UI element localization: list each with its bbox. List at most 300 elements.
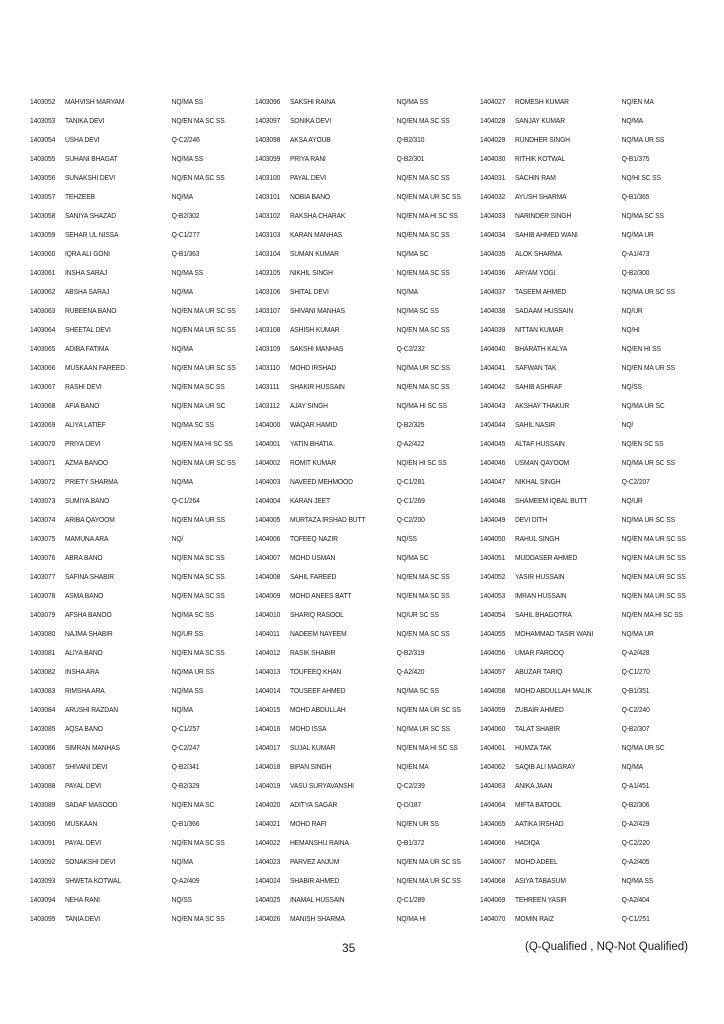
result-status: NQ/UR <box>621 496 643 505</box>
result-status: Q-B1/363 <box>171 249 200 258</box>
roll-number: 1403081 <box>30 648 56 657</box>
result-status: NQ/EN MA UR SC SS <box>171 306 236 315</box>
candidate-name: KARAN MANHAS <box>289 230 343 239</box>
result-status: NQ/EN MA SC SS <box>396 173 450 182</box>
candidate-name: MIFTA BATOOL <box>514 800 562 809</box>
roll-number: 1404048 <box>480 496 506 505</box>
candidate-name: PRIETY SHARMA <box>64 477 118 486</box>
result-row <box>255 339 463 358</box>
candidate-name: NAVEED MEHMOOD <box>289 477 353 486</box>
roll-number: 1403082 <box>30 667 56 676</box>
candidate-name: SHAMEEM IQBAL BUTT <box>514 496 588 505</box>
roll-number: 1404051 <box>480 553 506 562</box>
candidate-name: WAQAR HAMID <box>289 420 338 429</box>
candidate-name: TEHREEN YASIR <box>514 895 567 904</box>
result-row <box>255 472 463 491</box>
result-status: NQ/EN MA UR SC SS <box>396 857 461 866</box>
result-row <box>30 624 238 643</box>
result-status: Q-B1/366 <box>171 819 200 828</box>
roll-number: 1404066 <box>480 838 506 847</box>
candidate-name: SUJAL KUMAR <box>289 743 336 752</box>
result-row <box>30 852 238 871</box>
roll-number: 1403062 <box>30 287 56 296</box>
result-status: NQ/EN MA SC SS <box>396 230 450 239</box>
result-status: NQ/MA UR SC SS <box>396 724 450 733</box>
candidate-name: UMAR FAROOQ <box>514 648 564 657</box>
roll-number: 1403074 <box>30 515 56 524</box>
result-status: NQ/EN MA HI SC SS <box>396 743 458 752</box>
roll-number: 1403065 <box>30 344 56 353</box>
candidate-name: TOUSEEF AHMED <box>289 686 346 695</box>
candidate-name: ALOK SHARMA <box>514 249 562 258</box>
result-row <box>30 149 238 168</box>
candidate-name: AJAY SINGH <box>289 401 328 410</box>
candidate-name: TOFEEQ NAZIR <box>289 534 338 543</box>
result-row <box>30 111 238 130</box>
roll-number: 1403064 <box>30 325 56 334</box>
roll-number: 1403060 <box>30 249 56 258</box>
roll-number: 1404029 <box>480 135 506 144</box>
roll-number: 1404067 <box>480 857 506 866</box>
result-status: Q-C2/207 <box>621 477 650 486</box>
candidate-name: MAMUNA ARA <box>64 534 109 543</box>
candidate-name: MURTAZA IRSHAD BUTT <box>289 515 366 524</box>
result-row <box>30 206 238 225</box>
candidate-name: SAHIL FAREED <box>289 572 337 581</box>
result-row <box>30 339 238 358</box>
candidate-name: ASIYA TABASUM <box>514 876 566 885</box>
result-status: NQ/MA SC SS <box>171 610 214 619</box>
roll-number: 1403103 <box>255 230 281 239</box>
result-status: NQ/EN MA HI SC SS <box>621 610 683 619</box>
roll-number: 1404019 <box>255 781 281 790</box>
result-row <box>255 795 463 814</box>
result-row <box>255 130 463 149</box>
candidate-name: IQRA ALI GONI <box>64 249 110 258</box>
result-status: Q-C2/247 <box>171 743 200 752</box>
result-status: NQ/EN MA SC SS <box>171 914 225 923</box>
result-status: NQ/EN MA UR SC SS <box>396 876 461 885</box>
roll-number: 1404034 <box>480 230 506 239</box>
result-status: NQ/MA SC SS <box>396 686 439 695</box>
result-status: NQ/MA UR SC SS <box>621 287 675 296</box>
candidate-name: NIKHIL SINGH <box>289 268 333 277</box>
result-row <box>30 225 238 244</box>
result-status: NQ/MA SC SS <box>171 420 214 429</box>
candidate-name: RUBEENA BANO <box>64 306 117 315</box>
roll-number: 1404055 <box>480 629 506 638</box>
result-row <box>30 776 238 795</box>
result-row <box>480 111 688 130</box>
result-status: NQ/EN MA SC SS <box>396 116 450 125</box>
result-status: Q-B2/310 <box>396 135 425 144</box>
candidate-name: AFSHA BANOO <box>64 610 112 619</box>
result-status: NQ/ <box>621 420 634 429</box>
result-status: Q-C1/281 <box>396 477 425 486</box>
roll-number: 1403097 <box>255 116 281 125</box>
result-status: NQ/ <box>171 534 184 543</box>
result-row <box>255 605 463 624</box>
result-status: Q-C2/239 <box>396 781 425 790</box>
candidate-name: SADAF MASOOD <box>64 800 118 809</box>
candidate-name: USHA DEVI <box>64 135 100 144</box>
result-status: NQ/MA SC <box>396 249 429 258</box>
candidate-name: PRIYA RANI <box>289 154 326 163</box>
result-row <box>480 301 688 320</box>
result-status: NQ/EN MA SC SS <box>171 572 225 581</box>
candidate-name: AKSHAY THAKUR <box>514 401 570 410</box>
result-status: NQ/EN MA UR SC SS <box>171 325 236 334</box>
result-status: NQ/EN MA SC SS <box>396 591 450 600</box>
roll-number: 1403090 <box>30 819 56 828</box>
result-column-1 <box>30 92 256 928</box>
result-row <box>30 605 238 624</box>
result-row <box>255 263 463 282</box>
roll-number: 1403072 <box>30 477 56 486</box>
roll-number: 1403058 <box>30 211 56 220</box>
result-row <box>480 130 688 149</box>
result-status: NQ/MA UR SS <box>621 135 665 144</box>
result-row <box>30 795 238 814</box>
roll-number: 1404060 <box>480 724 506 733</box>
roll-number: 1403077 <box>30 572 56 581</box>
candidate-name: SANIYA SHAZAD <box>64 211 117 220</box>
result-status: Q-C2/232 <box>396 344 425 353</box>
result-status: Q-B2/319 <box>396 648 425 657</box>
candidate-name: SHITAL DEVI <box>289 287 329 296</box>
roll-number: 1404020 <box>255 800 281 809</box>
result-row <box>255 244 463 263</box>
result-row <box>30 700 238 719</box>
result-row <box>30 548 238 567</box>
roll-number: 1403111 <box>255 382 280 391</box>
result-status: NQ/EN MA <box>396 762 429 771</box>
result-row <box>480 149 688 168</box>
candidate-name: SACHIN RAM <box>514 173 556 182</box>
result-status: Q-C1/257 <box>171 724 200 733</box>
result-status: NQ/MA SC <box>396 553 429 562</box>
candidate-name: VASU SURYAVANSHI <box>289 781 354 790</box>
result-row <box>480 168 688 187</box>
result-row <box>480 757 688 776</box>
roll-number: 1403059 <box>30 230 56 239</box>
result-row <box>255 396 463 415</box>
roll-number: 1404063 <box>480 781 506 790</box>
roll-number: 1404017 <box>255 743 281 752</box>
candidate-name: SADAAM HUSSAIN <box>514 306 574 315</box>
result-status: NQ/MA SS <box>171 97 204 106</box>
result-status: NQ/SS <box>171 895 192 904</box>
result-status: Q-B1/375 <box>621 154 650 163</box>
result-row <box>30 909 238 928</box>
result-status: NQ/MA <box>171 477 193 486</box>
roll-number: 1403084 <box>30 705 56 714</box>
roll-number: 1404026 <box>255 914 281 923</box>
result-row <box>30 282 238 301</box>
roll-number: 1403101 <box>255 192 281 201</box>
roll-number: 1404047 <box>480 477 506 486</box>
candidate-name: SAFWAN TAK <box>514 363 557 372</box>
page-number: 35 <box>342 941 356 955</box>
roll-number: 1404044 <box>480 420 506 429</box>
result-status: NQ/EN MA SC SS <box>171 648 225 657</box>
roll-number: 1404027 <box>480 97 506 106</box>
candidate-name: RIMSHA ARA <box>64 686 105 695</box>
roll-number: 1403109 <box>255 344 281 353</box>
result-status: Q-C1/289 <box>396 895 425 904</box>
result-row <box>480 548 688 567</box>
candidate-name: AKSA AYOUB <box>289 135 331 144</box>
result-status: Q-C2/240 <box>621 705 650 714</box>
roll-number: 1404054 <box>480 610 506 619</box>
result-status: NQ/EN MA SC SS <box>171 116 225 125</box>
candidate-name: MAHVISH MARYAM <box>64 97 125 106</box>
result-status: Q-A2/405 <box>621 857 650 866</box>
candidate-name: SONIKA DEVI <box>289 116 331 125</box>
result-row <box>480 624 688 643</box>
candidate-name: ALTAF HUSSAIN <box>514 439 565 448</box>
roll-number: 1403073 <box>30 496 56 505</box>
result-status: NQ/UR <box>621 306 643 315</box>
roll-number: 1403100 <box>255 173 281 182</box>
result-row <box>255 852 463 871</box>
roll-number: 1404064 <box>480 800 506 809</box>
result-status: NQ/EN MA SC <box>171 800 215 809</box>
roll-number: 1403096 <box>255 97 281 106</box>
result-row <box>480 434 688 453</box>
roll-number: 1404049 <box>480 515 506 524</box>
result-row <box>30 244 238 263</box>
result-status: NQ/EN MA <box>621 97 654 106</box>
result-status: NQ/MA <box>171 857 193 866</box>
candidate-name: RAHUL SINGH <box>514 534 560 543</box>
result-status: NQ/MA UR <box>621 629 654 638</box>
result-status: Q-A2/420 <box>396 667 425 676</box>
roll-number: 1404043 <box>480 401 506 410</box>
candidate-name: SUHANI BHAGAT <box>64 154 118 163</box>
result-status: NQ/UR SS <box>171 629 204 638</box>
candidate-name: SAHIL BHAGOTRA <box>514 610 572 619</box>
result-status: NQ/EN SC SS <box>621 439 664 448</box>
result-row <box>480 244 688 263</box>
candidate-name: MOMIN RAIZ <box>514 914 554 923</box>
candidate-name: NADEEM NAYEEM <box>289 629 347 638</box>
result-row <box>480 719 688 738</box>
result-row <box>255 681 463 700</box>
result-row <box>480 320 688 339</box>
roll-number: 1404004 <box>255 496 281 505</box>
roll-number: 1404070 <box>480 914 506 923</box>
result-status: NQ/EN MA UR SC SS <box>171 458 236 467</box>
result-status: NQ/MA <box>396 287 418 296</box>
candidate-name: ARUSHI RAZDAN <box>64 705 119 714</box>
result-status: Q-C1/251 <box>621 914 650 923</box>
candidate-name: SEHAR UL NISSA <box>64 230 119 239</box>
roll-number: 1403071 <box>30 458 56 467</box>
result-status: Q-C1/269 <box>396 496 425 505</box>
candidate-name: SAQIB ALI MAGRAY <box>514 762 576 771</box>
result-status: Q-A2/422 <box>396 439 425 448</box>
result-row <box>30 738 238 757</box>
candidate-name: USMAN QAYOOM <box>514 458 570 467</box>
roll-number: 1404068 <box>480 876 506 885</box>
result-status: NQ/MA UR SC <box>621 401 665 410</box>
candidate-name: NARINDER SINGH <box>514 211 572 220</box>
result-status: NQ/MA <box>171 344 193 353</box>
result-status: Q-B2/307 <box>621 724 650 733</box>
candidate-name: SHABIR AHMED <box>289 876 340 885</box>
roll-number: 1404039 <box>480 325 506 334</box>
result-row <box>30 662 238 681</box>
result-row <box>30 871 238 890</box>
result-row <box>30 396 238 415</box>
candidate-name: KARAN JEET <box>289 496 330 505</box>
candidate-name: DEVI DITH <box>514 515 547 524</box>
result-status: NQ/MA UR SC SS <box>621 458 675 467</box>
result-row <box>480 814 688 833</box>
result-row <box>480 909 688 928</box>
roll-number: 1404065 <box>480 819 506 828</box>
result-row <box>30 719 238 738</box>
candidate-name: ANIKA JAAN <box>514 781 553 790</box>
roll-number: 1404013 <box>255 667 281 676</box>
result-row <box>255 567 463 586</box>
result-status: NQ/EN MA SC SS <box>171 173 225 182</box>
result-row <box>255 700 463 719</box>
candidate-name: RUNDHER SINGH <box>514 135 570 144</box>
candidate-name: ALIYA LATIEF <box>64 420 106 429</box>
roll-number: 1403076 <box>30 553 56 562</box>
candidate-name: SAKSHI MANHAS <box>289 344 344 353</box>
result-status: Q-B2/341 <box>171 762 200 771</box>
candidate-name: TANIA DEVI <box>64 914 101 923</box>
result-status: Q-B2/301 <box>396 154 425 163</box>
result-status: NQ/EN MA SC SS <box>396 629 450 638</box>
result-status: NQ/MA UR SC SS <box>621 515 675 524</box>
result-status: NQ/EN MA SC SS <box>171 553 225 562</box>
result-row <box>30 472 238 491</box>
roll-number: 1404050 <box>480 534 506 543</box>
roll-number: 1403104 <box>255 249 281 258</box>
candidate-name: MOHAMMAD TASIR WANI <box>514 629 594 638</box>
candidate-name: MUSKAAN FAREED <box>64 363 125 372</box>
result-row <box>480 225 688 244</box>
result-row <box>480 738 688 757</box>
candidate-name: SAHIL NASIR <box>514 420 555 429</box>
result-status: NQ/MA <box>171 192 193 201</box>
result-row <box>30 453 238 472</box>
candidate-name: MANISH SHARMA <box>289 914 345 923</box>
result-status: NQ/EN MA SC SS <box>396 268 450 277</box>
result-status: Q-B2/300 <box>621 268 650 277</box>
candidate-name: AFIA BANO <box>64 401 100 410</box>
result-row <box>480 282 688 301</box>
roll-number: 1403067 <box>30 382 56 391</box>
legend-footnote: (Q-Qualified , NQ-Not Qualified) <box>525 941 688 953</box>
roll-number: 1404023 <box>255 857 281 866</box>
result-status: NQ/MA <box>621 762 643 771</box>
candidate-name: PAYAL DEVI <box>64 781 102 790</box>
roll-number: 1404014 <box>255 686 281 695</box>
result-status: NQ/EN HI SS <box>621 344 661 353</box>
roll-number: 1404018 <box>255 762 281 771</box>
result-status: NQ/EN UR SS <box>396 819 439 828</box>
candidate-name: SHIVANI MANHAS <box>289 306 345 315</box>
roll-number: 1403056 <box>30 173 56 182</box>
candidate-name: RASHI DEVI <box>64 382 102 391</box>
roll-number: 1404059 <box>480 705 506 714</box>
result-status: Q-A2/428 <box>621 648 650 657</box>
candidate-name: SUMAN KUMAR <box>289 249 339 258</box>
result-status: NQ/MA <box>171 705 193 714</box>
roll-number: 1404000 <box>255 420 281 429</box>
result-status: NQ/MA UR <box>621 230 654 239</box>
result-status: NQ/MA SC SS <box>396 306 439 315</box>
result-status: Q-A2/429 <box>621 819 650 828</box>
result-status: NQ/EN MA SC SS <box>396 572 450 581</box>
roll-number: 1403083 <box>30 686 56 695</box>
candidate-name: MOHD ABDULLAH <box>289 705 346 714</box>
roll-number: 1404046 <box>480 458 506 467</box>
result-status: NQ/EN HI SC SS <box>396 458 447 467</box>
result-row <box>30 757 238 776</box>
roll-number: 1403069 <box>30 420 56 429</box>
candidate-name: INSHA ARA <box>64 667 100 676</box>
result-row <box>30 567 238 586</box>
result-status: Q-B2/329 <box>171 781 200 790</box>
roll-number: 1404037 <box>480 287 506 296</box>
roll-number: 1403093 <box>30 876 56 885</box>
result-status: NQ/EN MA UR SC SS <box>396 192 461 201</box>
result-status: NQ/EN MA HI SC SS <box>171 439 233 448</box>
candidate-name: YASIR HUSSAIN <box>514 572 565 581</box>
roll-number: 1403099 <box>255 154 281 163</box>
result-row <box>30 358 238 377</box>
candidate-name: HADIQA <box>514 838 540 847</box>
candidate-name: ABUZAR TARIQ <box>514 667 563 676</box>
roll-number: 1403078 <box>30 591 56 600</box>
candidate-name: SHWETA KOTWAL <box>64 876 121 885</box>
result-row <box>255 738 463 757</box>
candidate-name: MOHD USMAN <box>289 553 336 562</box>
result-status: NQ/MA HI <box>396 914 426 923</box>
roll-number: 1403063 <box>30 306 56 315</box>
candidate-name: TALAT SHABIR <box>514 724 560 733</box>
roll-number: 1404062 <box>480 762 506 771</box>
roll-number: 1403055 <box>30 154 56 163</box>
roll-number: 1404038 <box>480 306 506 315</box>
result-status: Q-C1/264 <box>171 496 200 505</box>
result-status: Q-C2/200 <box>396 515 425 524</box>
result-status: NQ/EN MA SC SS <box>396 325 450 334</box>
candidate-name: TANIKA DEVI <box>64 116 105 125</box>
result-row <box>480 776 688 795</box>
candidate-name: AZMA BANOO <box>64 458 108 467</box>
result-status: NQ/EN MA UR SC SS <box>621 572 686 581</box>
result-row <box>255 225 463 244</box>
candidate-name: MOHD IRSHAD <box>289 363 337 372</box>
roll-number: 1404033 <box>480 211 506 220</box>
roll-number: 1403092 <box>30 857 56 866</box>
roll-number: 1403098 <box>255 135 281 144</box>
roll-number: 1404069 <box>480 895 506 904</box>
result-row <box>30 890 238 909</box>
result-status: NQ/EN MA UR SS <box>171 515 225 524</box>
candidate-name: SAFINA SHABIR <box>64 572 114 581</box>
result-row <box>30 168 238 187</box>
result-row <box>255 548 463 567</box>
result-status: NQ/MA UR SC SS <box>396 363 450 372</box>
